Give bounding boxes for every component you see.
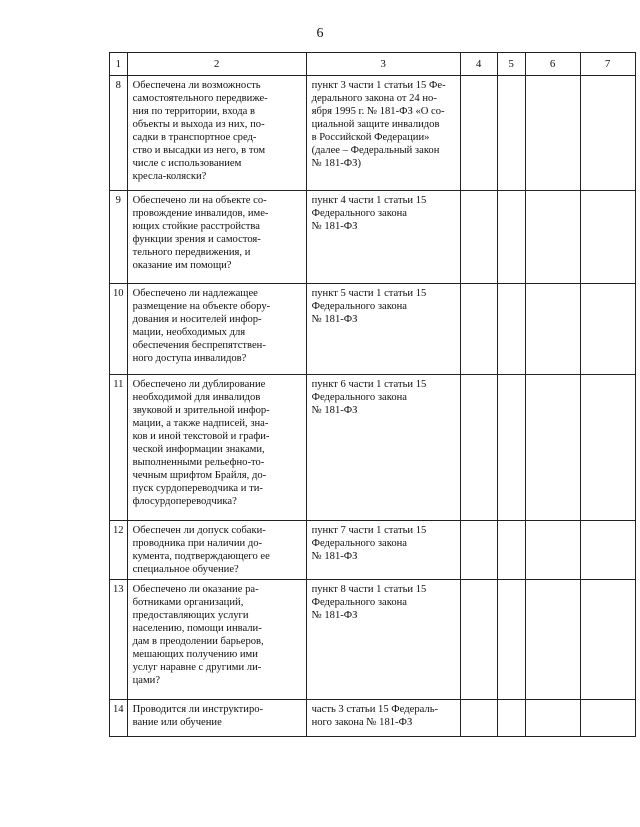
answer-cell: [497, 700, 525, 737]
row-number: [110, 700, 128, 737]
row-number-text: 8: [115, 80, 121, 91]
question-cell: [127, 375, 306, 521]
answer-cell: [580, 191, 635, 284]
answer-cell: [460, 700, 497, 737]
row-number: [110, 580, 128, 700]
legal-reference-cell-text: пункт 6 части 1 статьи 15 Федерального закона № 181-ФЗ: [311, 379, 427, 416]
answer-cell: [580, 700, 635, 737]
legal-reference-cell: [306, 375, 460, 521]
row-number-text: 14: [113, 704, 124, 715]
legal-reference-cell: [306, 191, 460, 284]
question-cell-text: Обеспечено ли дублирование необходимой для инвалидов звуковой и зрительной инфор- мации, а также надписей, зна- ков и иной текстовой и графи- ческой информации знаками, выполненными рельефно-то- чечным шрифтом Брайля, до- пуск сурдопереводчика и ти- флосурдопереводчика?: [132, 379, 270, 507]
answer-cell: [525, 580, 580, 700]
answer-cell: [525, 76, 580, 191]
answer-cell: [580, 76, 635, 191]
question-cell-text: Обеспечено ли на объекте со- провождение инвалидов, име- ющих стойкие расстройства функции зрения и самостоя- тельного передвижения, и оказание им помощи?: [132, 195, 269, 271]
row-number: [110, 191, 128, 284]
answer-cell: [460, 191, 497, 284]
question-cell-text: Обеспечена ли возможность самостоятельного передвиже- ния по территории, входа в объекты и выхода из них, по- садки в транспортное сред- ство и высадки из него, в том числе с использованием кресла-коляски?: [132, 80, 268, 182]
legal-reference-cell: [306, 580, 460, 700]
answer-cell: [460, 284, 497, 375]
answer-cell: [497, 521, 525, 580]
answer-cell: [497, 191, 525, 284]
page-number: 6: [316, 26, 324, 41]
question-cell: [127, 580, 306, 700]
table-row: [110, 521, 636, 580]
row-number-text: 11: [113, 379, 124, 390]
table-row: [110, 284, 636, 375]
column-header: 7: [580, 53, 635, 76]
row-number: [110, 375, 128, 521]
question-cell: [127, 191, 306, 284]
table-row: [110, 580, 636, 700]
legal-reference-cell-text: пункт 3 части 1 статьи 15 Фе- дерального закона от 24 но- ября 1995 г. № 181-ФЗ «О со- циальной защите инвалидов в Российской Федерации» (далее – Федеральный закон № 181-ФЗ): [311, 80, 446, 169]
answer-cell: [497, 580, 525, 700]
column-header: 1: [110, 53, 128, 76]
legal-reference-cell-text: пункт 4 части 1 статьи 15 Федерального закона № 181-ФЗ: [311, 195, 427, 232]
row-number-text: 12: [113, 525, 124, 536]
row-number: [110, 521, 128, 580]
answer-cell: [525, 521, 580, 580]
column-header: 2: [127, 53, 306, 76]
row-number-text: 10: [113, 288, 124, 299]
answer-cell: [525, 191, 580, 284]
table-row: [110, 76, 636, 191]
answer-cell: [460, 76, 497, 191]
row-number: [110, 284, 128, 375]
question-cell: [127, 76, 306, 191]
table-header-row: [110, 53, 636, 76]
legal-reference-cell: [306, 700, 460, 737]
question-cell: [127, 284, 306, 375]
answer-cell: [460, 521, 497, 580]
checklist-table: [109, 52, 636, 737]
legal-reference-cell: [306, 521, 460, 580]
row-number-text: 9: [115, 195, 121, 206]
column-header: 6: [525, 53, 580, 76]
question-cell-text: Обеспечен ли допуск собаки- проводника при наличии до- кумента, подтверждающего ее специальное обучение?: [132, 525, 270, 575]
legal-reference-cell: [306, 76, 460, 191]
legal-reference-cell-text: пункт 7 части 1 статьи 15 Федерального закона № 181-ФЗ: [311, 525, 427, 562]
table-row: [110, 191, 636, 284]
table-row: [110, 700, 636, 737]
answer-cell: [497, 375, 525, 521]
answer-cell: [580, 580, 635, 700]
row-number-text: 13: [113, 584, 124, 595]
question-cell: [127, 700, 306, 737]
legal-reference-cell-text: часть 3 статьи 15 Федераль- ного закона № 181-ФЗ: [311, 704, 439, 728]
row-number: [110, 76, 128, 191]
answer-cell: [497, 284, 525, 375]
answer-cell: [525, 700, 580, 737]
answer-cell: [580, 375, 635, 521]
legal-reference-cell-text: пункт 5 части 1 статьи 15 Федерального закона № 181-ФЗ: [311, 288, 427, 325]
question-cell: [127, 521, 306, 580]
question-cell-text: Обеспечено ли надлежащее размещение на объекте обору- дования и носителей инфор- мации, необходимых для обеспечения беспрепятствен- ного доступа инвалидов?: [132, 288, 271, 364]
answer-cell: [460, 375, 497, 521]
column-header: 4: [460, 53, 497, 76]
table-row: [110, 375, 636, 521]
answer-cell: [525, 375, 580, 521]
answer-cell: [497, 76, 525, 191]
legal-reference-cell-text: пункт 8 части 1 статьи 15 Федерального закона № 181-ФЗ: [311, 584, 427, 621]
answer-cell: [580, 521, 635, 580]
answer-cell: [580, 284, 635, 375]
legal-reference-cell: [306, 284, 460, 375]
answer-cell: [525, 284, 580, 375]
column-header: 5: [497, 53, 525, 76]
question-cell-text: Проводится ли инструктиро- вание или обучение: [132, 704, 264, 728]
column-header: 3: [306, 53, 460, 76]
question-cell-text: Обеспечено ли оказание ра- ботниками организаций, предоставляющих услуги населению, помощи инвали- дам в преодолении барьеров, мешающих получению ими услуг наравне с другими ли- цами?: [132, 584, 264, 686]
answer-cell: [460, 580, 497, 700]
